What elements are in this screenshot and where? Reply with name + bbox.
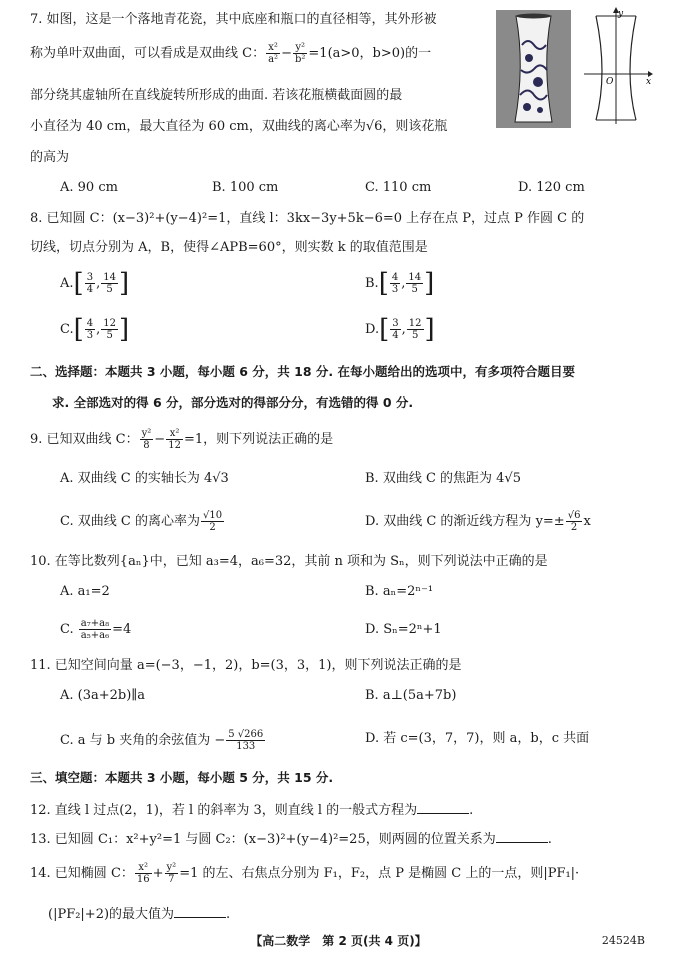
section-2-heading: 二、选择题：本题共 3 小题，每小题 6 分，共 18 分. 在每小题给出的选项中，有多项符合题目要 <box>30 364 576 379</box>
section-3-heading: 三、填空题：本题共 3 小题，每小题 5 分，共 15 分. <box>30 770 334 785</box>
q8-d-num2: 12 <box>408 318 422 329</box>
q7-line-3: 部分绕其虚轴所在直线旋转所形成的曲面. 若该花瓶横截面圆的最 <box>30 88 403 103</box>
q8-c-den2: 5 <box>106 330 113 341</box>
q7-option-a[interactable]: A. 90 cm <box>60 180 118 195</box>
q14-text-b: =1 的左、右焦点分别为 F₁，F₂，点 P 是椭圆 C 上的一点，则|PF₁|· <box>179 866 580 881</box>
q7-line-1: 7. 如图，这是一个落地青花瓷，其中底座和瓶口的直径相等，其外形被 <box>30 12 437 27</box>
q9-c-den: 2 <box>209 522 216 533</box>
q10-option-b[interactable]: B. aₙ=2ⁿ⁻¹ <box>365 584 434 599</box>
q10-c-num: a₇+a₈ <box>80 618 110 629</box>
q13-answer-blank[interactable] <box>496 828 548 843</box>
frac-y2-8: $\frac{\text{y²}}{8}$ <box>141 428 152 451</box>
q7-line-5: 的高为 <box>30 150 70 165</box>
q9-option-b[interactable]: B. 双曲线 C 的焦距为 4√5 <box>365 471 521 486</box>
q8-a-num1: 3 <box>86 272 94 283</box>
q13-text: 13. 已知圆 C₁：x²+y²=1 与圆 C₂：(x−3)²+(y−4)²=25，则两圆的位置关系为 <box>30 832 496 847</box>
q11-option-c[interactable] <box>60 729 266 752</box>
q12-text: 12. 直线 l 过点(2，1)，若 l 的斜率为 3，则直线 l 的一般式方程为 <box>30 803 418 818</box>
q8-a-num2: 14 <box>103 272 116 283</box>
q8-line-2: 切线，切点分别为 A，B，使得∠APB=60°，则实数 k 的取值范围是 <box>30 240 428 255</box>
q12-end: . <box>469 803 474 818</box>
q8-d-num1: 3 <box>392 318 399 329</box>
q13 <box>30 828 552 850</box>
q12-answer-blank[interactable] <box>417 799 469 814</box>
q7-text-cont: =1(a>0，b>0)的一 <box>308 46 432 61</box>
q14-answer-blank[interactable] <box>174 903 226 918</box>
q10-c-label: C. <box>60 622 74 637</box>
q8-c-den1: 3 <box>86 330 94 341</box>
q10-c-rest: =4 <box>112 622 132 637</box>
paper-code: 24524B <box>601 934 645 947</box>
q8-option-c[interactable]: C.[ $\frac{4}{3}$ , $\frac{12}{5}$ ] <box>60 314 130 345</box>
q9-option-c[interactable] <box>60 510 225 533</box>
q14-text-a: 14. 已知椭圆 C： <box>30 866 134 881</box>
q9-option-d[interactable] <box>365 510 591 533</box>
vase-image <box>496 10 571 128</box>
q9-d-den: 2 <box>570 522 578 533</box>
q8-option-b[interactable]: B.[ $\frac{4}{3}$ , $\frac{14}{5}$ ] <box>365 268 435 299</box>
q8-option-a[interactable]: A.[ $\frac{3}{4}$ , $\frac{14}{5}$ ] <box>60 268 130 299</box>
q8-c-label: C. <box>60 322 74 337</box>
q7-option-d[interactable]: D. 120 cm <box>518 180 585 195</box>
q8-b-label: B. <box>365 276 379 291</box>
q9-stem-a: 9. 已知双曲线 C： <box>30 432 139 447</box>
q8-option-d[interactable]: D.[ $\frac{3}{4}$ , $\frac{12}{5}$ ] <box>365 314 435 345</box>
q10-option-a[interactable]: A. a₁=2 <box>60 584 110 599</box>
q12 <box>30 799 473 821</box>
q14-end: . <box>226 907 231 922</box>
q11-c-text: C. a 与 b 夹角的余弦值为 − <box>60 733 226 748</box>
q9-d-num: √6 <box>567 510 581 521</box>
q8-d-den2: 5 <box>411 330 419 341</box>
hyperbola-diagram <box>582 6 654 126</box>
q7-option-b[interactable]: B. 100 cm <box>212 180 279 195</box>
q11-option-a[interactable]: A. (3a+2b)∥a <box>60 688 146 703</box>
frac-y2-7: $\frac{\text{y²}}{7}$ <box>166 862 177 885</box>
q14-line-2 <box>48 903 230 925</box>
q8-b-den1: 3 <box>391 284 399 295</box>
q10-c-den: a₅+a₆ <box>80 630 110 641</box>
q7-option-c[interactable]: C. 110 cm <box>365 180 432 195</box>
q8-b-den2: 5 <box>411 284 418 295</box>
q11-option-b[interactable]: B. a⊥(5a+7b) <box>365 688 457 703</box>
frac-x2-16: $\frac{\text{x²}}{16}$ <box>136 862 150 885</box>
frac-x2-12: $\frac{\text{x²}}{12}$ <box>168 428 181 451</box>
q8-a-den1: 4 <box>86 284 94 295</box>
axis-x-label: x <box>646 77 652 87</box>
q11-stem: 11. 已知空间向量 a=(−3，−1，2)，b=(3，3，1)，则下列说法正确的是 <box>30 658 462 673</box>
frac-y2-b2: $\frac{\text{y²}}{\text{b²}}$ <box>294 42 306 65</box>
q8-d-den1: 4 <box>392 330 399 341</box>
q8-b-num2: 14 <box>408 272 422 283</box>
q11-option-d[interactable]: D. 若 c=(3，7，7)，则 a，b，c 共面 <box>365 731 590 746</box>
axis-y-label: y <box>618 9 624 19</box>
q7-line-2: 称为单叶双曲面，可以看成是双曲线 C： $\frac{\text{x²}}{\text{a²}}$ − $\frac{\text{y²}}{\text{b²}}$ =1(a>0，b>0)的一 <box>30 42 432 65</box>
q7-line-4: 小直径为 40 cm，最大直径为 60 cm，双曲线的离心率为√6，则该花瓶 <box>30 119 448 134</box>
q9-option-a[interactable]: A. 双曲线 C 的实轴长为 4√3 <box>60 471 229 486</box>
q14-line2-text: (|PF₂|+2)的最大值为 <box>48 907 175 922</box>
q8-c-num2: 12 <box>103 318 117 329</box>
q9-c-num: √10 <box>202 510 223 521</box>
q10-option-c[interactable] <box>60 618 131 641</box>
q8-c-num1: 4 <box>86 318 94 329</box>
q8-a-den2: 5 <box>106 284 113 295</box>
page-footer: 【高二数学 第 2 页(共 4 页)】 <box>250 934 427 948</box>
q8-b-num1: 4 <box>391 272 399 283</box>
section-2-heading-cont: 求. 全部选对的得 6 分，部分选对的得部分分，有选错的得 0 分. <box>52 395 414 410</box>
q9-stem-b: =1，则下列说法正确的是 <box>183 432 334 447</box>
q10-stem: 10. 在等比数列{aₙ}中，已知 a₃=4，a₆=32，其前 n 项和为 Sₙ，则下列说法中正确的是 <box>30 554 548 569</box>
q9-d-text: D. 双曲线 C 的渐近线方程为 y=± <box>365 514 565 529</box>
q9-d-x: x <box>583 514 591 529</box>
q9-stem: 9. 已知双曲线 C： $\frac{\text{y²}}{8}$ − $\frac{\text{x²}}{12}$ =1，则下列说法正确的是 <box>30 428 334 451</box>
q13-end: . <box>547 832 552 847</box>
q8-d-label: D. <box>365 322 380 337</box>
q8-line-1: 8. 已知圆 C：(x−3)²+(y−4)²=1，直线 l：3kx−3y+5k−6=0 上存在点 P，过点 P 作圆 C 的 <box>30 211 585 226</box>
q10-option-d[interactable]: D. Sₙ=2ⁿ+1 <box>365 622 442 637</box>
q9-c-text: C. 双曲线 C 的离心率为 <box>60 514 200 529</box>
frac-x2-a2: $\frac{\text{x²}}{\text{a²}}$ <box>268 42 279 65</box>
q14-line-1: 14. 已知椭圆 C： $\frac{\text{x²}}{16}$ + $\frac{\text{y²}}{7}$ =1 的左、右焦点分别为 F₁，F₂，点 P 是椭圆 C 上的一点，则|PF₁|· <box>30 862 580 885</box>
q11-c-den: 133 <box>236 741 256 752</box>
origin-label: O <box>606 77 614 87</box>
q7-text: 称为单叶双曲面，可以看成是双曲线 C： <box>30 46 266 61</box>
q8-a-label: A. <box>60 276 74 291</box>
q11-c-num: 5 √266 <box>228 729 264 740</box>
